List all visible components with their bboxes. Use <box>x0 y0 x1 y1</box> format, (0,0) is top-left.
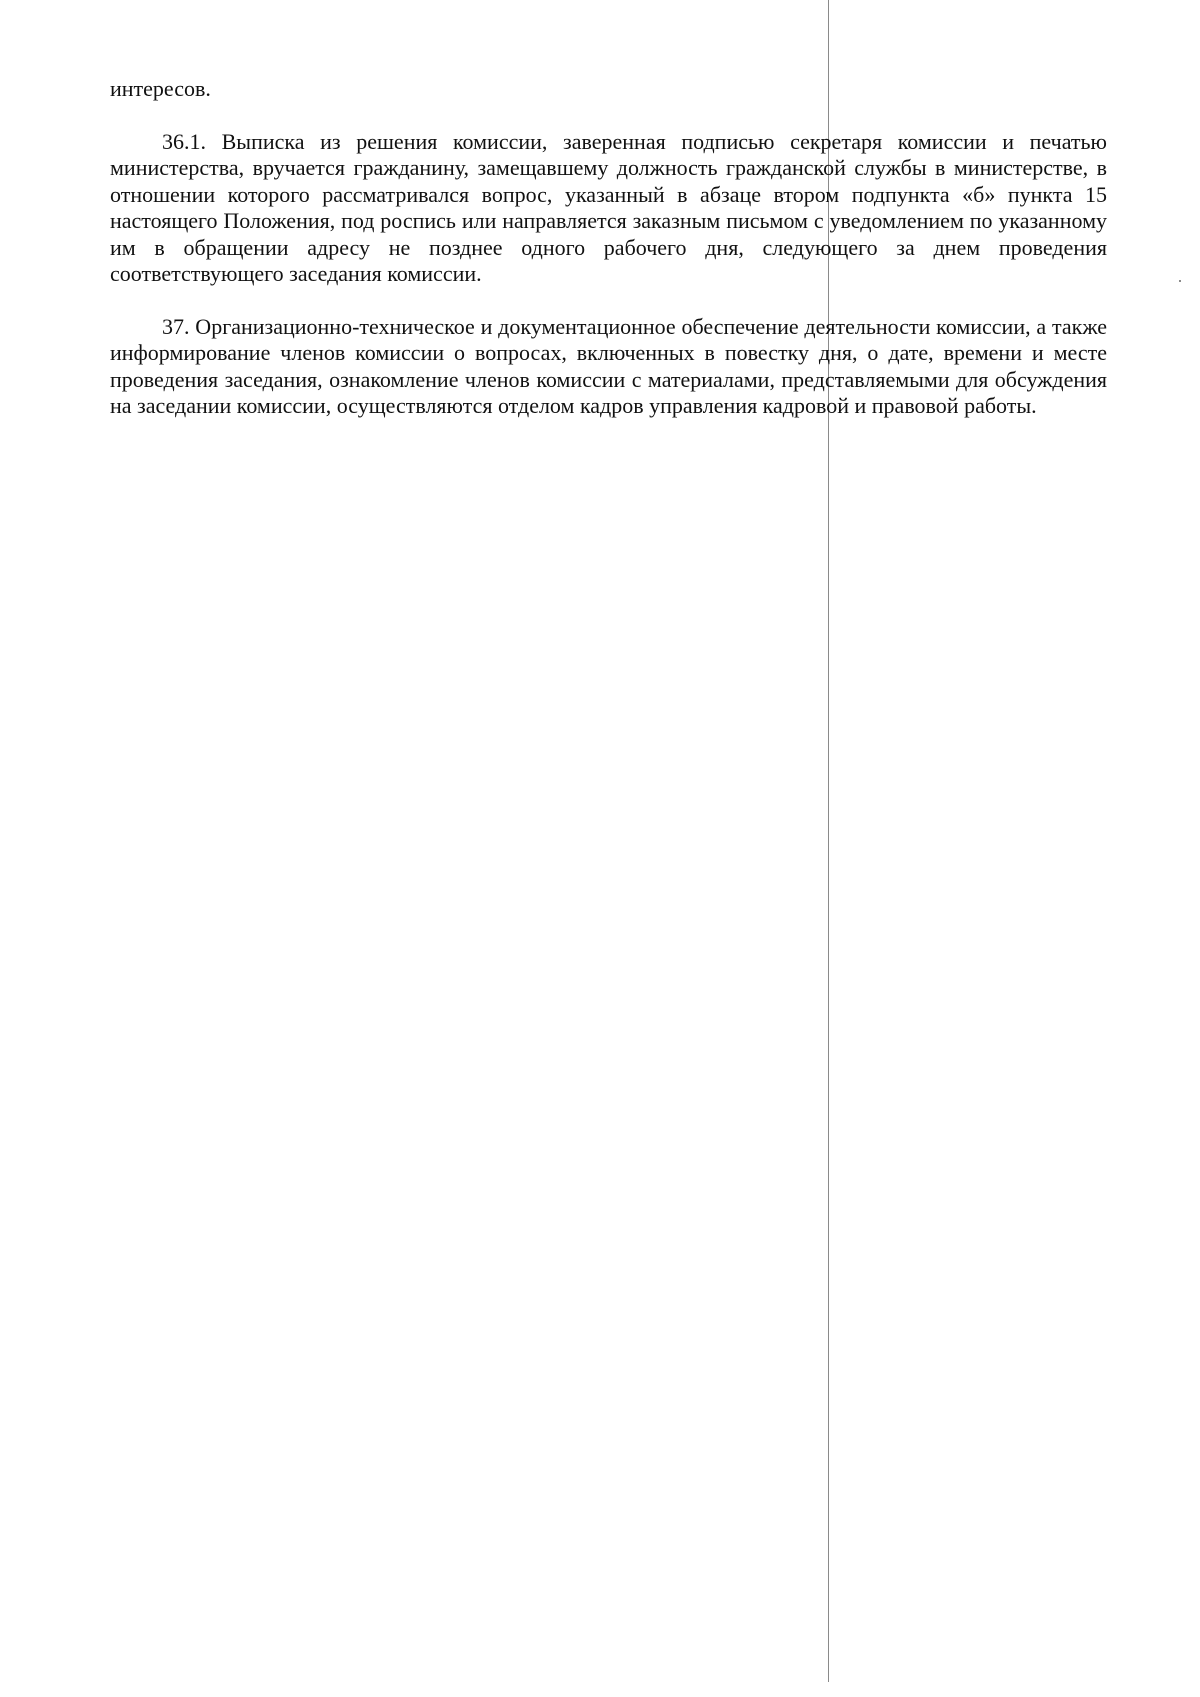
paragraph-37: 37. Организационно-техническое и документационное обеспечение деятельности комиссии, а также информирование членов комиссии о вопросах, включенных в повестку дня, о дате, времени и месте проведения заседания, ознакомление членов комиссии с материалами, представляемыми для обсуждения на заседании комиссии, осуществляются отделом кадров управления кадровой и правовой работы. <box>110 313 1107 418</box>
document-body <box>110 76 1107 446</box>
scan-artifact-speck <box>1179 280 1181 282</box>
paragraph-continuation: интересов. <box>110 76 211 101</box>
paragraph-36-1: 36.1. Выписка из решения комиссии, заверенная подписью секретаря комиссии и печатью министерства, вручается гражданину, замещавшему должность гражданской службы в министерстве, в отношении которого рассматривался вопрос, указанный в абзаце втором подпункта «б» пункта 15 настоящего Положения, под роспись или направляется заказным письмом с уведомлением по указанному им в обращении адресу не позднее одного рабочего дня, следующего за днем проведения соответствующего заседания комиссии. <box>110 128 1107 286</box>
